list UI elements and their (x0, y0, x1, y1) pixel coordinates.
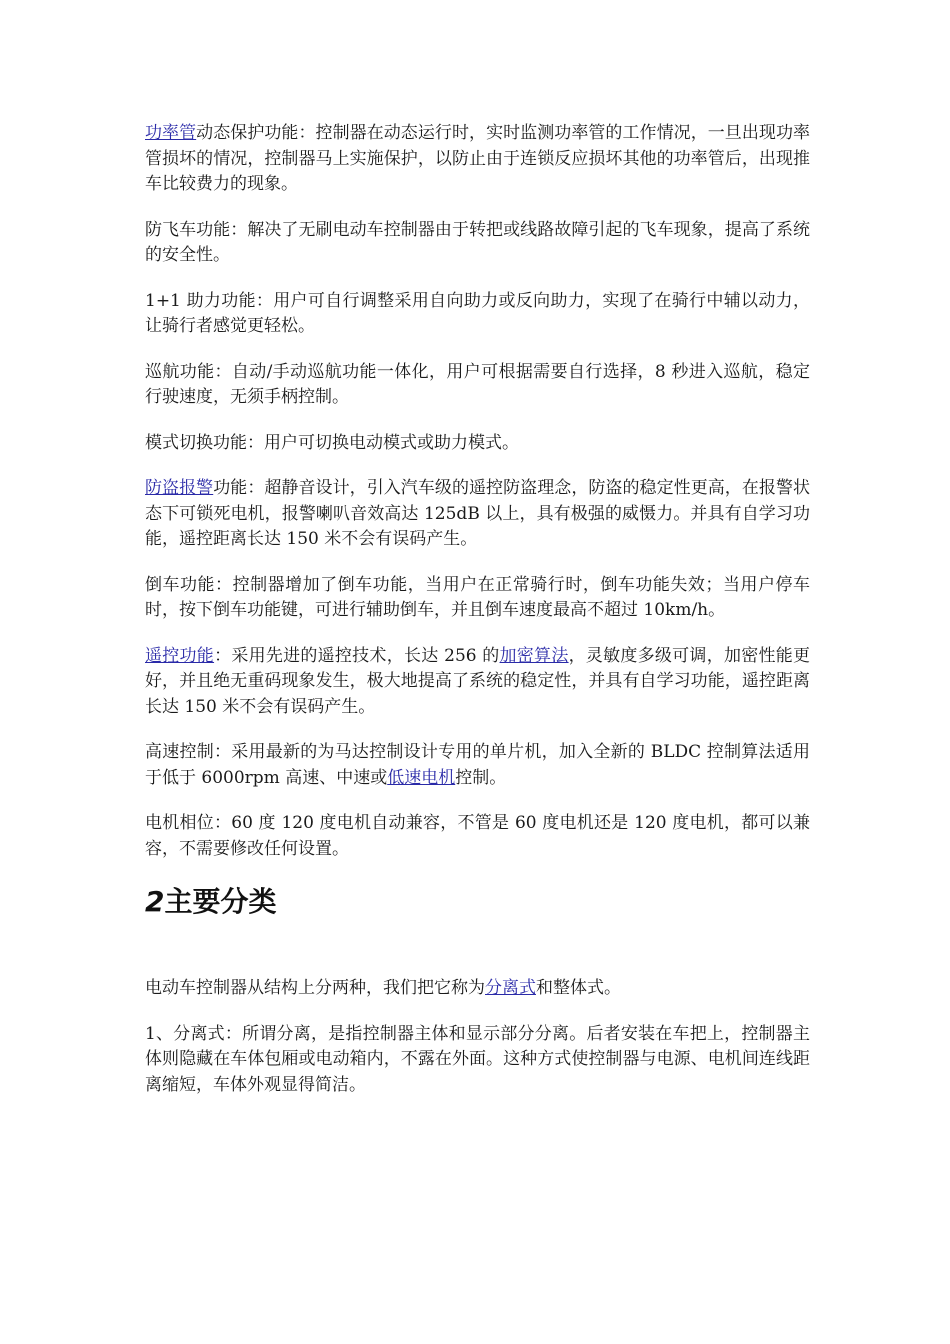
section-number: 2 (145, 885, 165, 918)
section-heading (145, 882, 810, 922)
link-separate-type[interactable]: 分离式 (485, 978, 536, 998)
link-anti-theft-alarm[interactable]: 防盗报警 (145, 478, 214, 498)
paragraph-text: 电动车控制器从结构上分两种，我们把它称为 (145, 978, 485, 998)
paragraph-anti-theft (145, 476, 810, 553)
paragraph-text: 和整体式。 (536, 978, 621, 998)
paragraph-power-tube-protection (145, 121, 810, 198)
paragraph-text: 功能：超静音设计，引入汽车级的遥控防盗理念，防盗的稳定性更高，在报警状态下可锁死电机，报警喇叭音效高达 125dB 以上，具有极强的威慑力。并具有自学习功能，遥控距离长达 150 米不会有误码产生。 (145, 478, 811, 549)
paragraph-structure-types (145, 976, 810, 1002)
document-page (145, 121, 810, 1118)
paragraph-separate-type: 1、分离式：所谓分离，是指控制器主体和显示部分分离。后者安装在车把上，控制器主体则隐藏在车体包厢或电动箱内，不露在外面。这种方式使控制器与电源、电机间连线距离缩短，车体外观显得简洁。 (145, 1023, 810, 1095)
paragraph-high-speed (145, 740, 810, 791)
link-encryption-algorithm[interactable]: 加密算法 (499, 645, 569, 666)
link-remote-function[interactable]: 遥控功能 (145, 645, 215, 666)
paragraph-assist: 1+1 助力功能：用户可自行调整采用自向助力或反向助力，实现了在骑行中辅以动力，让骑行者感觉更轻松。 (145, 290, 810, 336)
paragraph-text: 动态保护功能：控制器在动态运行时，实时监测功率管的工作情况，一旦出现功率管损坏的情况，控制器马上实施保护，以防止由于连锁反应损坏其他的功率管后，出现推车比较费力的现象。 (145, 123, 811, 194)
link-power-tube[interactable]: 功率管 (145, 123, 197, 143)
paragraph-text: ，灵敏度多级可调，加密性能更好，并且绝无重码现象发生，极大地提高了系统的稳定性，并具有自学习功能，遥控距离长达 150 米不会有误码产生。 (145, 645, 811, 717)
paragraph-text: 高速控制：采用最新的为马达控制设计专用的单片机，加入全新的 BLDC 控制算法适用于低于 6000rpm 高速、中速或 (145, 742, 810, 788)
paragraph-text: 控制。 (455, 767, 507, 788)
paragraph-cruise: 巡航功能：自动/手动巡航功能一体化，用户可根据需要自行选择，8 秒进入巡航，稳定行驶速度，无须手柄控制。 (145, 361, 810, 407)
paragraph-reverse: 倒车功能：控制器增加了倒车功能，当用户在正常骑行时，倒车功能失效；当用户停车时，按下倒车功能键，可进行辅助倒车，并且倒车速度最高不超过 10km/h。 (145, 574, 810, 620)
link-low-speed-motor[interactable]: 低速电机 (387, 767, 456, 788)
paragraph-text: ：采用先进的遥控技术，长达 256 的 (214, 645, 500, 666)
paragraph-motor-phase: 电机相位：60 度 120 度电机自动兼容，不管是 60 度电机还是 120 度电机，都可以兼容，不需要修改任何设置。 (145, 813, 810, 859)
paragraph-mode-switch: 模式切换功能：用户可切换电动模式或助力模式。 (145, 432, 519, 453)
paragraph-remote (145, 644, 810, 721)
paragraph-anti-runaway: 防飞车功能：解决了无刷电动车控制器由于转把或线路故障引起的飞车现象，提高了系统的安全性。 (145, 219, 810, 265)
section-title: 主要分类 (164, 885, 277, 918)
